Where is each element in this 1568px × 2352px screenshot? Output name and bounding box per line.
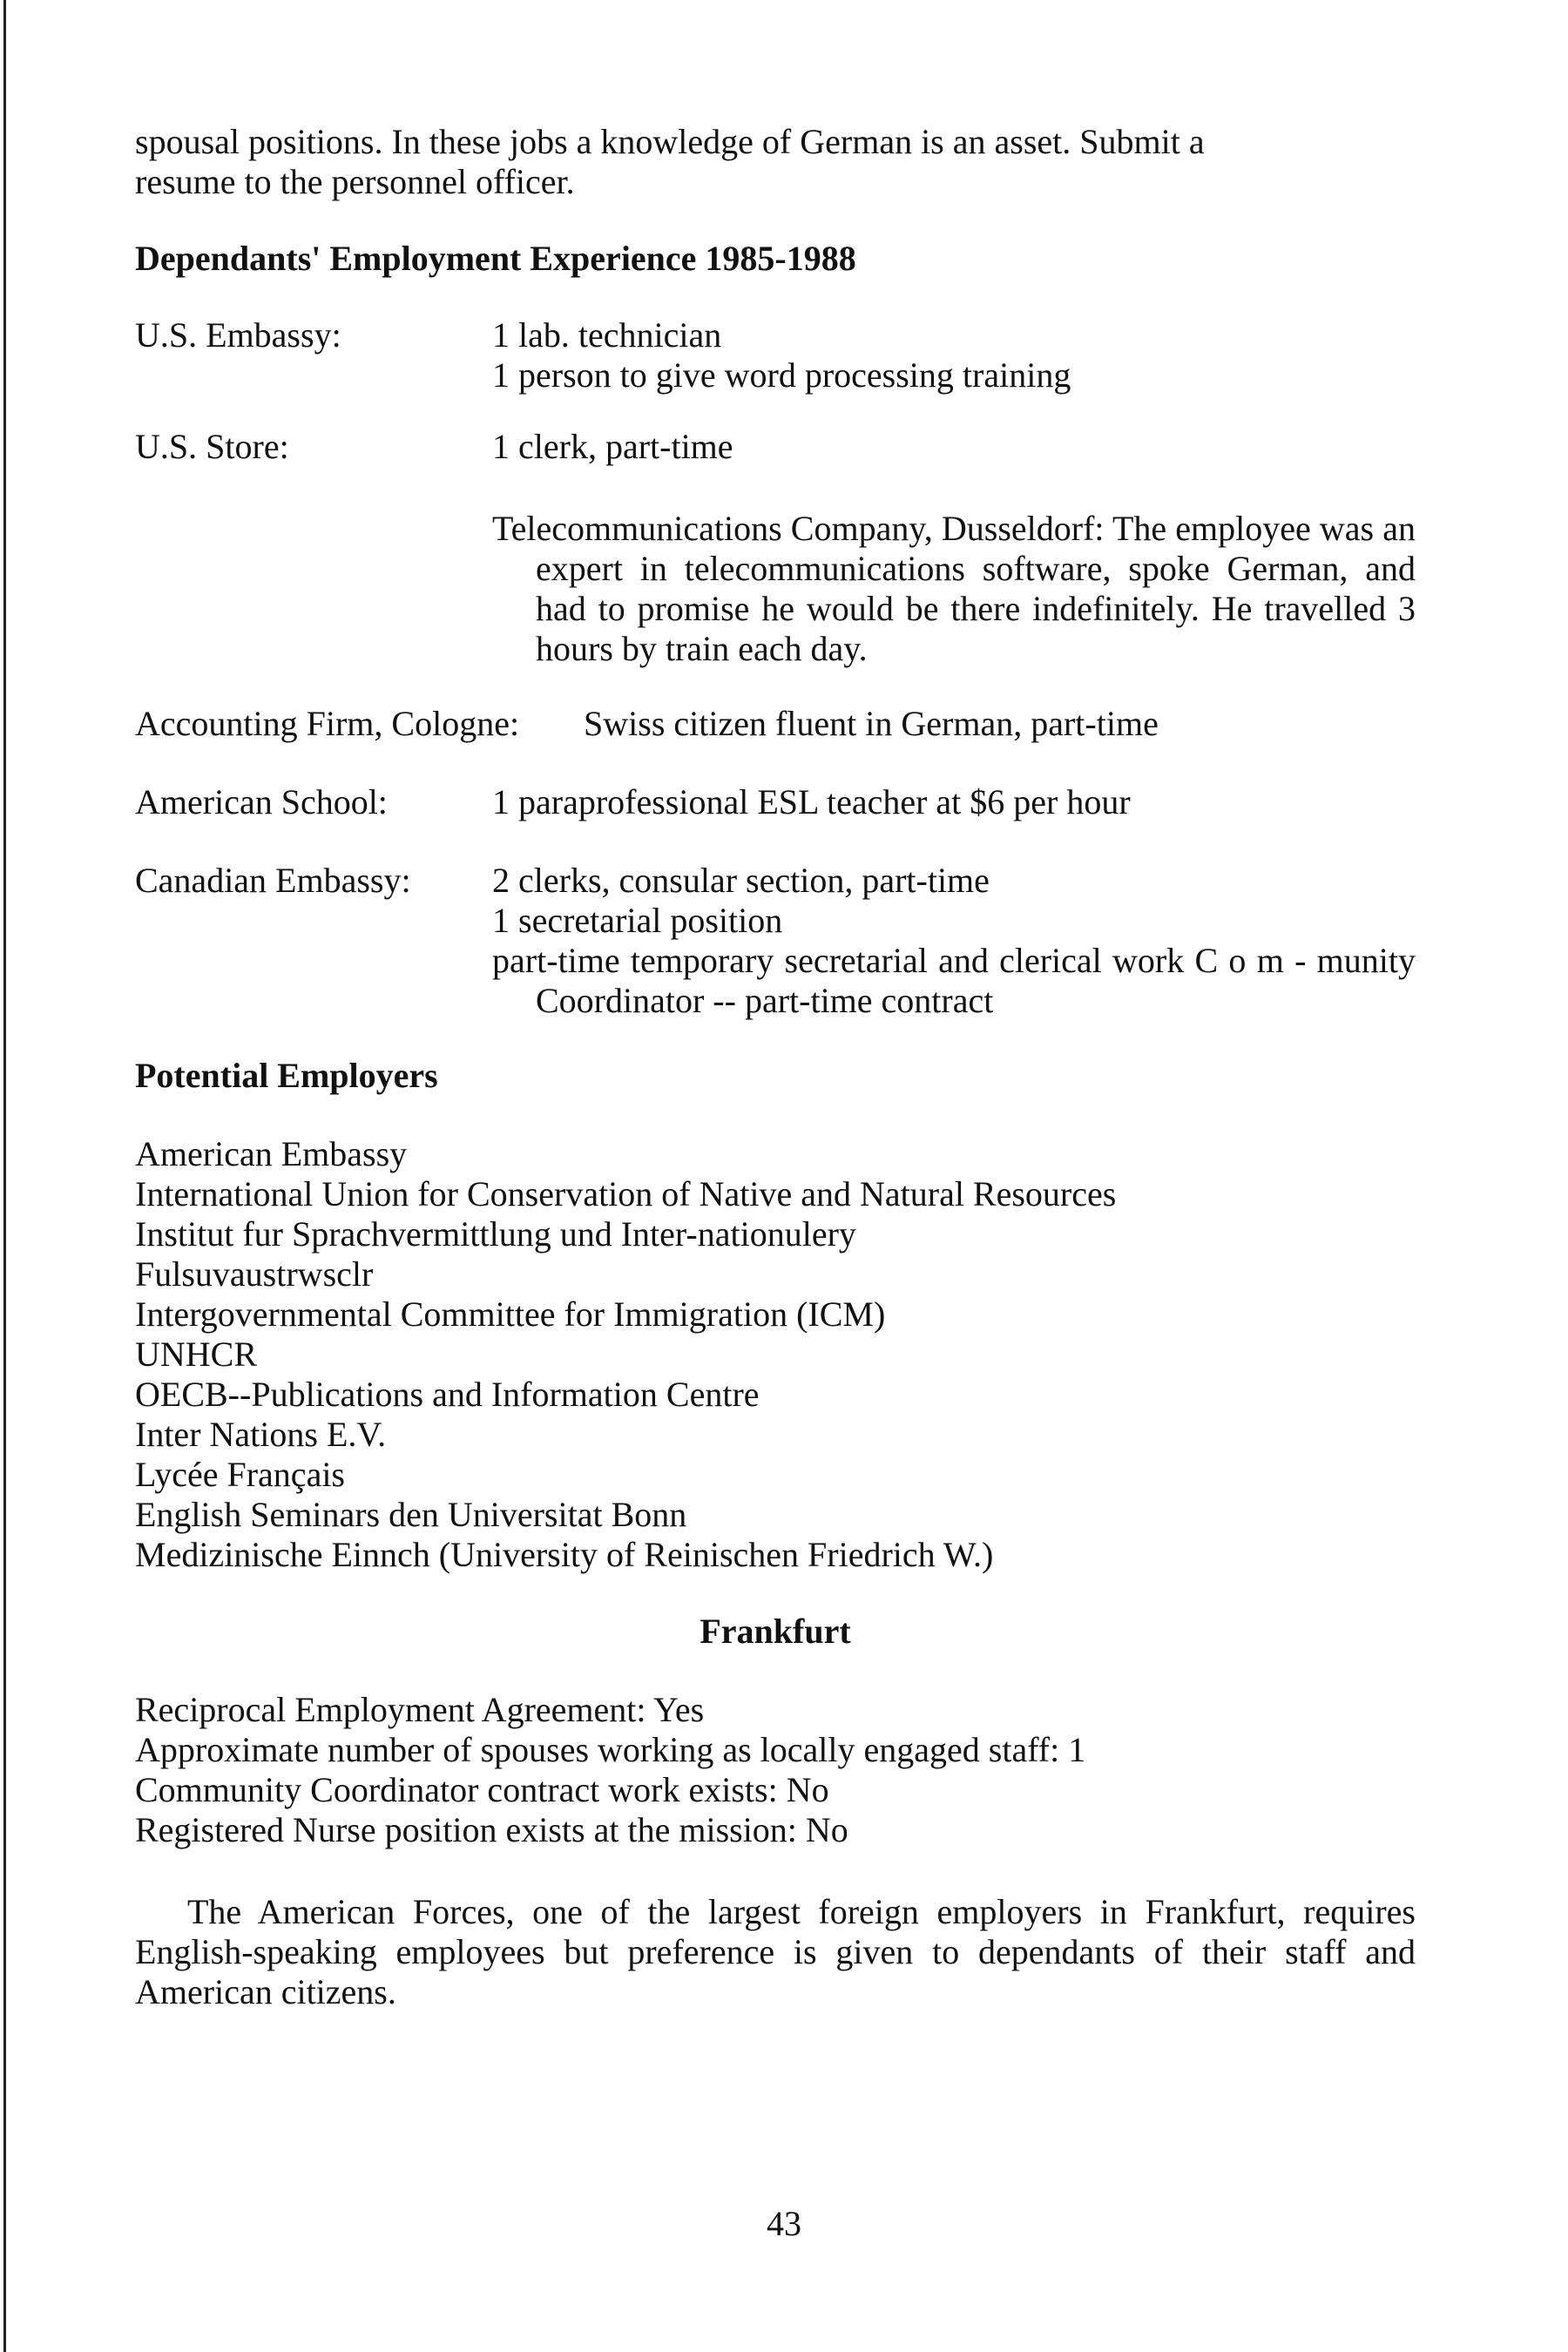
list-item: Medizinische Einnch (University of Reinischen Friedrich W.) bbox=[135, 1535, 994, 1574]
list-item: English Seminars den Universitat Bonn bbox=[135, 1495, 687, 1534]
entry-us-embassy bbox=[135, 315, 1416, 395]
entry-label: U.S. Store: bbox=[135, 427, 289, 466]
fact-line: Approximate number of spouses working as locally engaged staff: 1 bbox=[135, 1730, 1086, 1769]
entry-content bbox=[492, 315, 1416, 395]
entry-content bbox=[492, 427, 1416, 467]
entry-line: 1 person to give word processing training bbox=[492, 355, 1071, 395]
entry-american-school bbox=[135, 782, 1416, 822]
telecom-paragraph bbox=[492, 509, 1416, 669]
fact-line: Registered Nurse position exists at the mission: No bbox=[135, 1810, 848, 1849]
list-item: Institut fur Sprachvermittlung und Inter-nationulery bbox=[135, 1214, 856, 1254]
entry-label: Canadian Embassy: bbox=[135, 861, 411, 900]
entry-content bbox=[492, 509, 1416, 669]
list-item: Intergovernmental Committee for Immigration (ICM) bbox=[135, 1294, 886, 1334]
frankfurt-paragraph: The American Forces, one of the largest foreign employers in Frankfurt, requires English-speaking employees but preference is given to dependants of their staff and American citizens. bbox=[135, 1892, 1416, 2011]
entry-label: American School: bbox=[135, 782, 388, 821]
entry-line: 1 secretarial position bbox=[492, 901, 783, 940]
entry-line: part-time temporary secretarial and clerical work C o m - munity Coordinator -- part-time contract bbox=[492, 941, 1416, 1020]
page-edge-line bbox=[3, 0, 6, 2352]
entry-label: Accounting Firm, Cologne: bbox=[135, 704, 520, 743]
document-page bbox=[135, 122, 1416, 2012]
list-item: Inter Nations E.V. bbox=[135, 1415, 387, 1454]
intro-line-1: spousal positions. In these jobs a knowledge of German is an asset. Submit a bbox=[135, 122, 1205, 161]
fact-line: Reciprocal Employment Agreement: Yes bbox=[135, 1690, 705, 1729]
fact-line: Community Coordinator contract work exists: No bbox=[135, 1770, 829, 1809]
entry-content bbox=[492, 861, 1416, 1021]
entry-content: 1 paraprofessional ESL teacher at $6 per hour bbox=[492, 782, 1131, 821]
intro-paragraph bbox=[135, 122, 1416, 202]
entry-content: Swiss citizen fluent in German, part-time bbox=[584, 704, 1159, 743]
frankfurt-heading: Frankfurt bbox=[700, 1612, 851, 1651]
page-number: 43 bbox=[767, 2204, 801, 2243]
potential-heading: Potential Employers bbox=[135, 1056, 438, 1095]
list-item: Fulsuvaustrwsclr bbox=[135, 1254, 374, 1294]
entry-accounting bbox=[135, 704, 1416, 744]
experience-heading: Dependants' Employment Experience 1985-1988 bbox=[135, 239, 856, 278]
list-item: International Union for Conservation of Native and Natural Resources bbox=[135, 1174, 1117, 1213]
list-item: Lycée Français bbox=[135, 1455, 345, 1494]
entry-label: U.S. Embassy: bbox=[135, 315, 341, 355]
list-item: OECB--Publications and Information Centre bbox=[135, 1375, 760, 1414]
telecom-rest: was an expert in telecommunications software, spoke German, and had to promise he would be there indefinitely. He travelled 3 hours by train each day. bbox=[536, 509, 1416, 668]
telecom-first: Telecommunications Company, Dusseldorf: The employee bbox=[492, 509, 1311, 548]
entry-line: 1 lab. technician bbox=[492, 315, 722, 355]
frankfurt-facts bbox=[135, 1690, 1416, 1850]
list-item: UNHCR bbox=[135, 1335, 258, 1374]
intro-line-2: resume to the personnel officer. bbox=[135, 162, 575, 201]
entry-line: 2 clerks, consular section, part-time bbox=[492, 861, 990, 900]
list-item: American Embassy bbox=[135, 1134, 408, 1173]
entry-canadian-embassy bbox=[135, 861, 1416, 1021]
entry-line: 1 clerk, part-time bbox=[492, 427, 733, 466]
entry-telecom bbox=[135, 509, 1416, 669]
entry-us-store bbox=[135, 427, 1416, 467]
potential-employers-list bbox=[135, 1134, 1416, 1575]
